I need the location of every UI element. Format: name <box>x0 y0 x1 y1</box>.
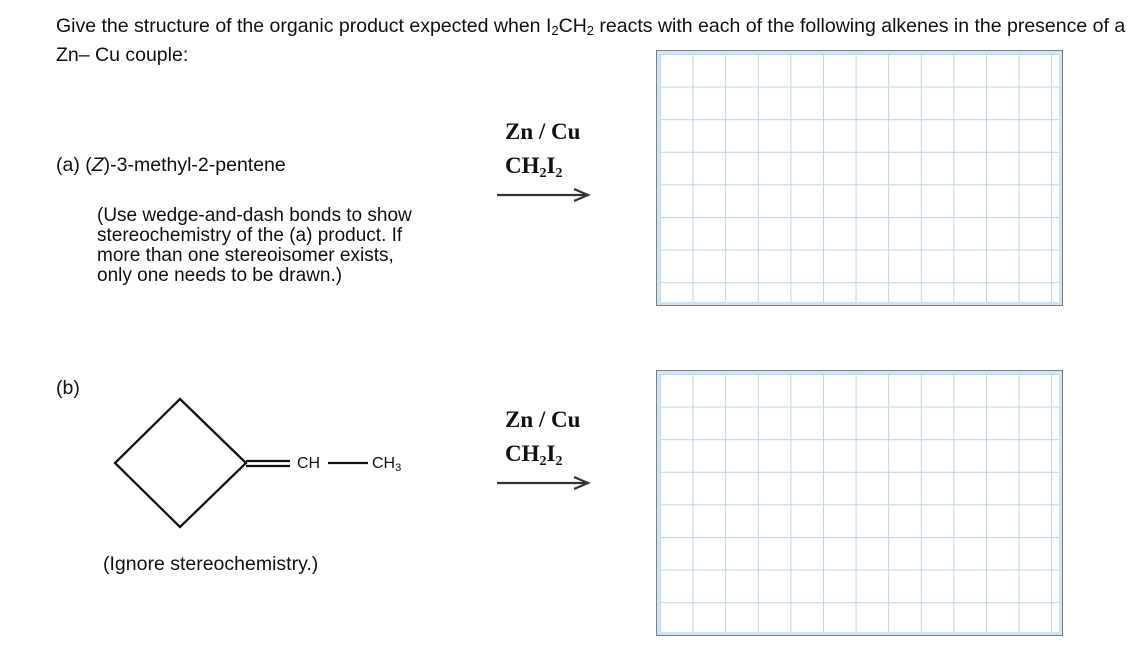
part-b-reagent-formula: $CH_2I_2$ <box>505 441 563 469</box>
part-b-label: (b) <box>56 377 80 399</box>
part-a-reagent-formula: $CH_2I_2$ <box>505 153 563 181</box>
part-a-reaction-arrow <box>496 188 592 202</box>
part-a-instructions-line: (Use wedge-and-dash bonds to show <box>97 205 412 226</box>
part-b-drawing-canvas[interactable] <box>656 370 1063 636</box>
question-text: Give the structure of the organic product expected when $I_2CH_2$ reacts with each of the following alkenes in the presence of a Zn– Cu couple: <box>56 15 1126 66</box>
part-b-reaction-arrow <box>496 476 592 490</box>
molecule-ch3-group: $CH_3$ <box>372 455 402 474</box>
part-b-reagent-catalyst: Zn / Cu <box>505 407 581 432</box>
part-a-label: (a) (Z)-3-methyl-2-pentene <box>56 154 286 176</box>
single-bond <box>325 455 371 475</box>
part-a-instructions-line: more than one stereoisomer exists, <box>97 245 394 266</box>
part-a-instructions <box>97 206 412 286</box>
part-a-instructions-line: stereochemistry of the (a) product. If <box>97 225 403 246</box>
part-a-drawing-canvas[interactable] <box>656 50 1063 306</box>
part-a-instructions-line: only one needs to be drawn.) <box>97 265 343 286</box>
cyclobutane-ring-structure <box>110 392 290 532</box>
part-b-instructions: (Ignore stereochemistry.) <box>103 553 319 575</box>
molecule-ch-group: CH <box>297 455 321 472</box>
part-a-reagent-catalyst: Zn / Cu <box>505 119 581 144</box>
